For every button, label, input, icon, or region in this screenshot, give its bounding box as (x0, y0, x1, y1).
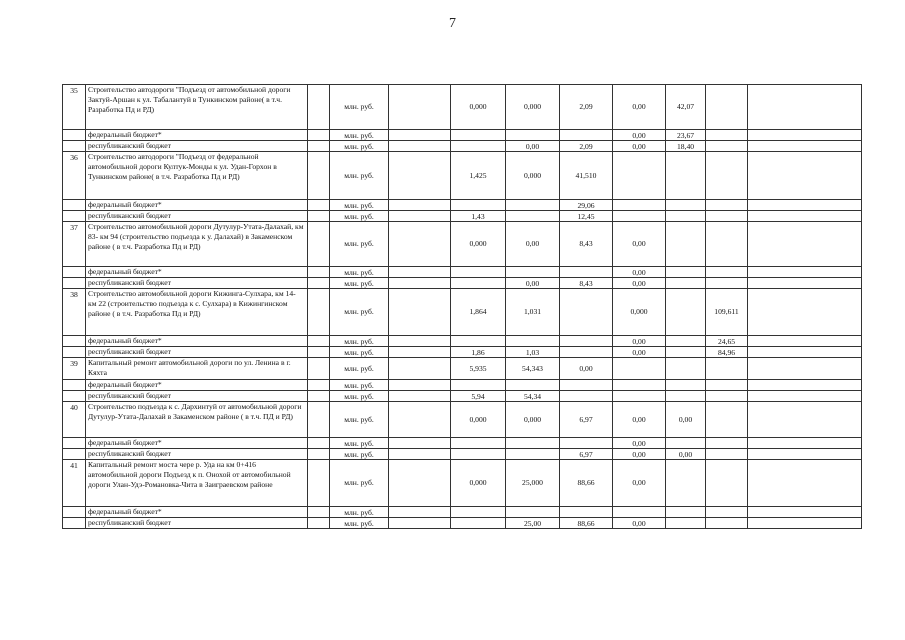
value-cell (506, 200, 560, 211)
value-cell (389, 460, 451, 507)
value-cell (706, 460, 748, 507)
row-name-cell: федеральный бюджет* (86, 438, 308, 449)
value-cell (560, 130, 613, 141)
page-number: 7 (449, 16, 456, 31)
sub-row (63, 518, 862, 529)
value-cell (748, 402, 862, 438)
value-cell: 29,06 (560, 200, 613, 211)
value-cell (748, 85, 862, 130)
row-name-cell: Строительство автодороги "Подъезд от федеральной автомобильной дороги Култук-Монды к ул. Удан-Горхон в Тункинском районе( в т.ч. Разработка Пд и РД) (86, 152, 308, 200)
row-number-cell: 38 (63, 289, 86, 336)
row-name-cell: Строительство автомобильной дороги Дутулур-Утата-Далахай, км 83- км 94 (строительство подъезда к у. Далахай) в Закаменском районе ( в т.ч. Разработка Пд и РД) (86, 222, 308, 267)
empty-cell (308, 449, 330, 460)
value-cell: 24,65 (706, 336, 748, 347)
value-cell (706, 380, 748, 391)
empty-cell (308, 211, 330, 222)
value-cell: 88,66 (560, 518, 613, 529)
value-cell (389, 402, 451, 438)
value-cell (389, 141, 451, 152)
value-cell: 1,43 (451, 211, 506, 222)
row-name-cell: федеральный бюджет* (86, 267, 308, 278)
value-cell (666, 200, 706, 211)
value-cell (666, 518, 706, 529)
value-cell: 0,00 (506, 222, 560, 267)
table-row (63, 152, 862, 200)
table-row (63, 402, 862, 438)
value-cell (389, 289, 451, 336)
row-number-cell (63, 449, 86, 460)
value-cell (706, 211, 748, 222)
value-cell: 0,00 (613, 267, 666, 278)
value-cell: 0,000 (506, 152, 560, 200)
empty-cell (308, 130, 330, 141)
value-cell: 0,00 (613, 347, 666, 358)
value-cell (506, 130, 560, 141)
table-row (63, 289, 862, 336)
value-cell (506, 449, 560, 460)
empty-cell (308, 402, 330, 438)
value-cell (613, 358, 666, 380)
value-cell (451, 267, 506, 278)
value-cell: 0,000 (451, 402, 506, 438)
unit-cell: млн. руб. (330, 200, 389, 211)
value-cell (560, 438, 613, 449)
row-number-cell: 37 (63, 222, 86, 267)
value-cell (389, 267, 451, 278)
sub-row (63, 391, 862, 402)
value-cell (666, 391, 706, 402)
value-cell: 54,343 (506, 358, 560, 380)
value-cell: 88,66 (560, 460, 613, 507)
row-number-cell (63, 380, 86, 391)
row-number-cell (63, 336, 86, 347)
value-cell: 6,97 (560, 449, 613, 460)
value-cell (560, 391, 613, 402)
row-number-cell: 41 (63, 460, 86, 507)
value-cell (748, 347, 862, 358)
value-cell: 0,00 (613, 278, 666, 289)
empty-cell (308, 200, 330, 211)
value-cell (613, 211, 666, 222)
empty-cell (308, 222, 330, 267)
sub-row (63, 449, 862, 460)
row-name-cell: республиканский бюджет (86, 391, 308, 402)
value-cell (748, 518, 862, 529)
value-cell (389, 278, 451, 289)
value-cell (389, 336, 451, 347)
value-cell (613, 380, 666, 391)
value-cell (613, 507, 666, 518)
unit-cell: млн. руб. (330, 358, 389, 380)
row-name-cell: Строительство подъезда к с. Дархинтуй от автомобильной дороги Дутулур-Утата-Далахай в Закаменском районе ( в т.ч. ПД и РД) (86, 402, 308, 438)
value-cell: 0,00 (613, 460, 666, 507)
unit-cell: млн. руб. (330, 267, 389, 278)
value-cell (389, 358, 451, 380)
row-name-cell: федеральный бюджет* (86, 200, 308, 211)
unit-cell: млн. руб. (330, 402, 389, 438)
row-name-cell: федеральный бюджет* (86, 336, 308, 347)
value-cell (706, 267, 748, 278)
value-cell: 2,09 (560, 85, 613, 130)
value-cell: 5,94 (451, 391, 506, 402)
empty-cell (308, 460, 330, 507)
value-cell (666, 222, 706, 267)
row-name-cell: республиканский бюджет (86, 278, 308, 289)
row-number-cell (63, 141, 86, 152)
value-cell: 0,000 (451, 222, 506, 267)
value-cell: 0,00 (613, 222, 666, 267)
value-cell (451, 449, 506, 460)
budget-table (62, 84, 862, 529)
value-cell: 18,40 (666, 141, 706, 152)
empty-cell (308, 438, 330, 449)
value-cell (748, 267, 862, 278)
value-cell: 0,00 (613, 141, 666, 152)
value-cell: 0,000 (613, 289, 666, 336)
value-cell (451, 518, 506, 529)
row-name-cell: республиканский бюджет (86, 518, 308, 529)
value-cell (506, 507, 560, 518)
value-cell (451, 438, 506, 449)
table-row (63, 222, 862, 267)
value-cell (389, 347, 451, 358)
value-cell: 0,00 (506, 278, 560, 289)
unit-cell: млн. руб. (330, 380, 389, 391)
value-cell (706, 222, 748, 267)
row-name-cell: федеральный бюджет* (86, 380, 308, 391)
table-row (63, 85, 862, 130)
row-number-cell: 39 (63, 358, 86, 380)
value-cell (389, 391, 451, 402)
row-number-cell (63, 130, 86, 141)
value-cell (613, 152, 666, 200)
value-cell (748, 460, 862, 507)
value-cell (706, 402, 748, 438)
value-cell (748, 391, 862, 402)
table-row (63, 358, 862, 380)
value-cell (706, 438, 748, 449)
value-cell (748, 449, 862, 460)
value-cell (748, 211, 862, 222)
value-cell (451, 336, 506, 347)
value-cell (748, 336, 862, 347)
sub-row (63, 267, 862, 278)
value-cell (389, 380, 451, 391)
value-cell: 8,43 (560, 278, 613, 289)
value-cell (748, 289, 862, 336)
row-name-cell: республиканский бюджет (86, 141, 308, 152)
value-cell (706, 278, 748, 289)
empty-cell (308, 380, 330, 391)
value-cell: 2,09 (560, 141, 613, 152)
value-cell: 1,864 (451, 289, 506, 336)
value-cell (748, 152, 862, 200)
row-name-cell: Строительство автодороги "Подъезд от автомобильной дороги Зактуй-Аршан к ул. Табалантуй в Тункинском районе( в т.ч. Разработка Пд и РД) (86, 85, 308, 130)
value-cell (666, 211, 706, 222)
value-cell: 0,00 (613, 518, 666, 529)
value-cell (506, 336, 560, 347)
unit-cell: млн. руб. (330, 391, 389, 402)
value-cell: 0,000 (506, 85, 560, 130)
unit-cell: млн. руб. (330, 507, 389, 518)
value-cell (666, 152, 706, 200)
value-cell (389, 518, 451, 529)
value-cell (666, 507, 706, 518)
row-number-cell (63, 278, 86, 289)
empty-cell (308, 507, 330, 518)
row-number-cell (63, 347, 86, 358)
unit-cell: млн. руб. (330, 211, 389, 222)
value-cell (389, 130, 451, 141)
unit-cell: млн. руб. (330, 278, 389, 289)
sub-row (63, 336, 862, 347)
value-cell: 23,67 (666, 130, 706, 141)
value-cell (666, 460, 706, 507)
value-cell (706, 130, 748, 141)
value-cell (666, 267, 706, 278)
row-name-cell: республиканский бюджет (86, 211, 308, 222)
value-cell: 0,00 (613, 438, 666, 449)
sub-row (63, 380, 862, 391)
row-number-cell (63, 507, 86, 518)
value-cell: 0,00 (613, 130, 666, 141)
unit-cell: млн. руб. (330, 85, 389, 130)
sub-row (63, 438, 862, 449)
value-cell (666, 336, 706, 347)
value-cell: 0,000 (451, 85, 506, 130)
row-number-cell (63, 200, 86, 211)
empty-cell (308, 141, 330, 152)
row-number-cell (63, 211, 86, 222)
value-cell: 0,000 (506, 402, 560, 438)
row-name-cell: Капитальный ремонт автомобильной дороги по ул. Ленина в г. Кяхта (86, 358, 308, 380)
value-cell (389, 449, 451, 460)
unit-cell: млн. руб. (330, 152, 389, 200)
value-cell (666, 358, 706, 380)
value-cell (666, 278, 706, 289)
value-cell (666, 380, 706, 391)
sub-row (63, 130, 862, 141)
unit-cell: млн. руб. (330, 438, 389, 449)
sub-row (63, 141, 862, 152)
row-number-cell: 40 (63, 402, 86, 438)
value-cell: 6,97 (560, 402, 613, 438)
row-number-cell (63, 267, 86, 278)
value-cell (706, 449, 748, 460)
sub-row (63, 278, 862, 289)
sub-row (63, 347, 862, 358)
value-cell: 84,96 (706, 347, 748, 358)
value-cell: 0,00 (506, 141, 560, 152)
table-row (63, 460, 862, 507)
value-cell (451, 380, 506, 391)
empty-cell (308, 278, 330, 289)
value-cell: 8,43 (560, 222, 613, 267)
value-cell (748, 222, 862, 267)
value-cell (560, 380, 613, 391)
value-cell: 54,34 (506, 391, 560, 402)
value-cell: 1,031 (506, 289, 560, 336)
empty-cell (308, 518, 330, 529)
value-cell (706, 358, 748, 380)
value-cell (560, 289, 613, 336)
value-cell (389, 211, 451, 222)
value-cell: 1,03 (506, 347, 560, 358)
unit-cell: млн. руб. (330, 336, 389, 347)
value-cell (613, 391, 666, 402)
value-cell: 0,00 (613, 336, 666, 347)
empty-cell (308, 336, 330, 347)
value-cell (506, 267, 560, 278)
unit-cell: млн. руб. (330, 289, 389, 336)
value-cell (706, 200, 748, 211)
empty-cell (308, 347, 330, 358)
value-cell (389, 85, 451, 130)
value-cell (706, 507, 748, 518)
value-cell (451, 130, 506, 141)
sub-row (63, 200, 862, 211)
value-cell (389, 200, 451, 211)
value-cell: 0,00 (666, 402, 706, 438)
value-cell (389, 152, 451, 200)
unit-cell: млн. руб. (330, 141, 389, 152)
value-cell (560, 267, 613, 278)
value-cell: 12,45 (560, 211, 613, 222)
value-cell: 0,00 (613, 402, 666, 438)
value-cell (748, 507, 862, 518)
value-cell (389, 507, 451, 518)
unit-cell: млн. руб. (330, 449, 389, 460)
value-cell (389, 438, 451, 449)
value-cell (560, 336, 613, 347)
value-cell (748, 200, 862, 211)
value-cell: 0,00 (613, 85, 666, 130)
value-cell: 1,86 (451, 347, 506, 358)
row-number-cell (63, 391, 86, 402)
value-cell (666, 347, 706, 358)
value-cell (748, 130, 862, 141)
value-cell (706, 85, 748, 130)
value-cell: 25,00 (506, 518, 560, 529)
value-cell: 0,000 (451, 460, 506, 507)
empty-cell (308, 358, 330, 380)
value-cell (451, 141, 506, 152)
value-cell (706, 391, 748, 402)
value-cell: 0,00 (560, 358, 613, 380)
row-number-cell: 35 (63, 85, 86, 130)
row-name-cell: Строительство автомобильной дороги Кижинга-Сулхара, км 14- км 22 (строительство подъезда к с. Сулхара) в Кижингинском районе ( в т.ч. Разработка Пд и РД) (86, 289, 308, 336)
unit-cell: млн. руб. (330, 460, 389, 507)
value-cell (748, 141, 862, 152)
unit-cell: млн. руб. (330, 518, 389, 529)
value-cell (451, 200, 506, 211)
row-name-cell: федеральный бюджет* (86, 130, 308, 141)
value-cell: 0,00 (666, 449, 706, 460)
row-name-cell: республиканский бюджет (86, 347, 308, 358)
value-cell (748, 438, 862, 449)
value-cell (748, 358, 862, 380)
unit-cell: млн. руб. (330, 347, 389, 358)
value-cell (506, 211, 560, 222)
value-cell (389, 222, 451, 267)
row-name-cell: республиканский бюджет (86, 449, 308, 460)
empty-cell (308, 152, 330, 200)
value-cell (451, 278, 506, 289)
value-cell: 42,07 (666, 85, 706, 130)
value-cell (706, 152, 748, 200)
value-cell: 1,425 (451, 152, 506, 200)
empty-cell (308, 267, 330, 278)
value-cell (706, 141, 748, 152)
empty-cell (308, 391, 330, 402)
value-cell (706, 518, 748, 529)
sub-row (63, 211, 862, 222)
value-cell: 5,935 (451, 358, 506, 380)
row-name-cell: Капитальный ремонт моста чере р. Уда на км 0+416 автомобильной дороги Подъезд к п. Онохой от автомобильной дороги Улан-Удэ-Романовка-Чита в Заиграевском районе (86, 460, 308, 507)
value-cell: 41,510 (560, 152, 613, 200)
value-cell (666, 438, 706, 449)
value-cell (451, 507, 506, 518)
unit-cell: млн. руб. (330, 130, 389, 141)
value-cell (613, 200, 666, 211)
value-cell (506, 438, 560, 449)
row-name-cell: федеральный бюджет* (86, 507, 308, 518)
unit-cell: млн. руб. (330, 222, 389, 267)
value-cell (666, 289, 706, 336)
sub-row (63, 507, 862, 518)
value-cell (560, 507, 613, 518)
value-cell: 0,00 (613, 449, 666, 460)
value-cell (748, 278, 862, 289)
row-number-cell (63, 438, 86, 449)
value-cell (560, 347, 613, 358)
row-number-cell: 36 (63, 152, 86, 200)
value-cell: 25,000 (506, 460, 560, 507)
empty-cell (308, 85, 330, 130)
empty-cell (308, 289, 330, 336)
value-cell: 109,611 (706, 289, 748, 336)
value-cell (506, 380, 560, 391)
row-number-cell (63, 518, 86, 529)
value-cell (748, 380, 862, 391)
